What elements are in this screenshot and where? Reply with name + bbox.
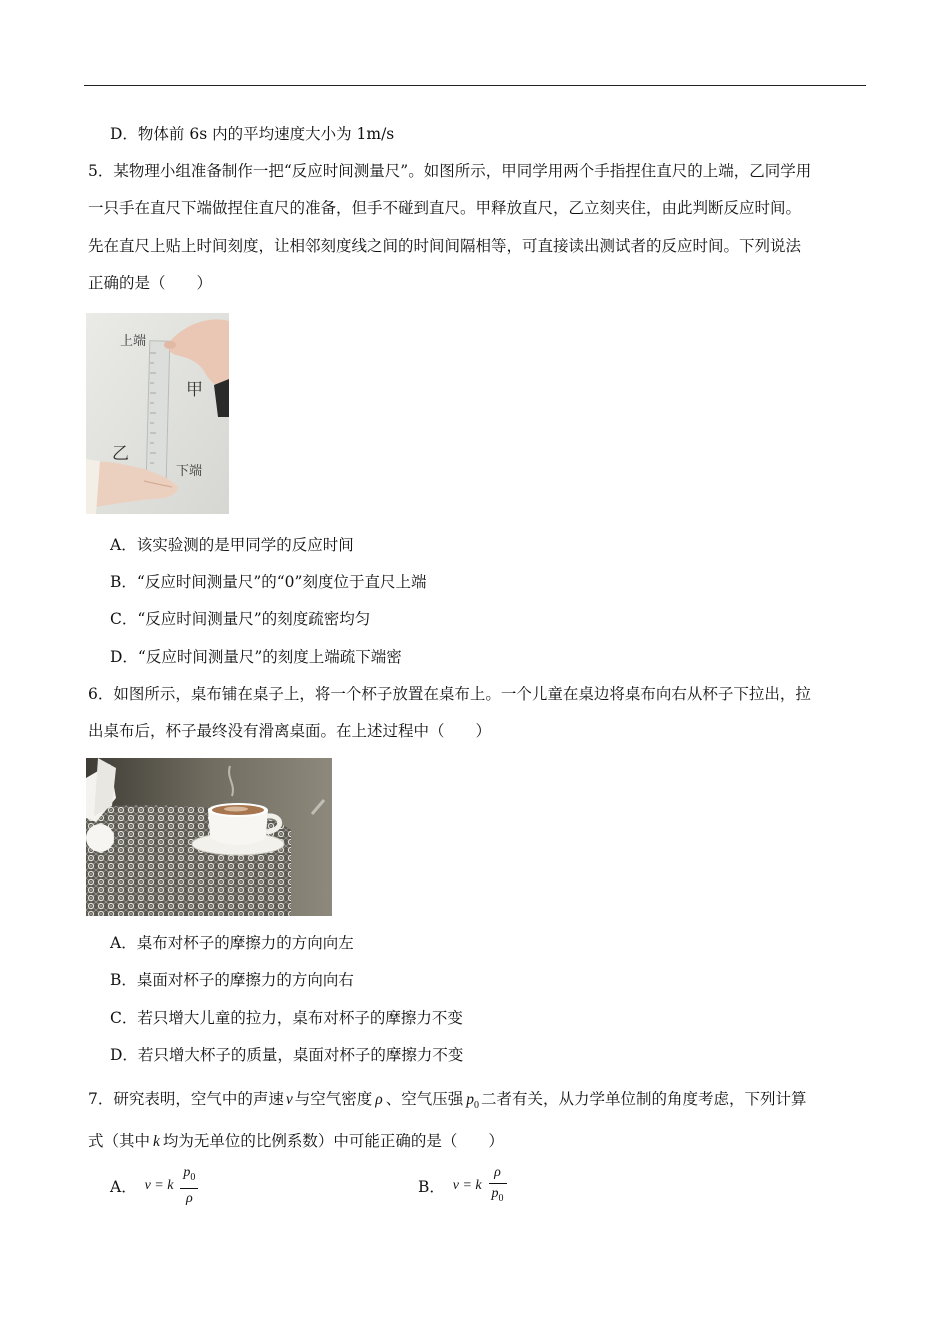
q6-stem-line-1: 6．如图所示，桌布铺在桌子上，将一个杯子放置在桌布上。一个儿童在桌边将桌布向右从杯子下拉出，拉 <box>88 685 811 703</box>
var-p-subscript: 0 <box>474 1100 479 1111</box>
q7-text-4: 二者有关，从力学单位制的角度考虑，下列计算 <box>481 1090 807 1108</box>
q7-option-b-num: ρ <box>489 1164 507 1184</box>
ruler-reaction-photo <box>86 313 229 514</box>
q6-stem-line-2: 出桌布后，杯子最终没有滑离桌面。在上述过程中（ ） <box>88 722 492 740</box>
q7-option-b-label: B． <box>418 1178 445 1196</box>
q7-option-a[interactable] <box>110 1164 198 1208</box>
label-bottom-end: 下端 <box>176 464 203 479</box>
cup-tablecloth-photo <box>86 758 332 916</box>
q5-option-b[interactable]: B．“反应时间测量尺”的“0”刻度位于直尺上端 <box>110 573 427 591</box>
var-v: v <box>285 1091 293 1108</box>
q7-stem-line-2 <box>88 1131 504 1152</box>
label-jia: 甲 <box>186 380 203 400</box>
q7-option-b-den-p: p <box>491 1186 499 1201</box>
q5-stem-line-4: 正确的是（ ） <box>88 274 213 292</box>
q6-option-b[interactable]: B．桌面对杯子的摩擦力的方向向右 <box>110 971 354 989</box>
q7-stem-line-1 <box>88 1089 807 1116</box>
var-p: p <box>466 1091 474 1108</box>
label-yi: 乙 <box>112 444 129 464</box>
var-k: k <box>153 1133 160 1150</box>
q7-text-1: 7．研究表明，空气中的声速 <box>88 1090 284 1108</box>
header-rule <box>84 85 866 86</box>
q7-option-a-lhs: v = k <box>144 1178 174 1193</box>
q7-text-5: 式（其中 <box>88 1132 151 1150</box>
q6-option-c[interactable]: C．若只增大儿童的拉力，桌布对杯子的摩擦力不变 <box>110 1009 463 1027</box>
q7-option-b-den-sub: 0 <box>498 1193 504 1204</box>
q6-option-d[interactable]: D．若只增大杯子的质量，桌面对杯子的摩擦力不变 <box>110 1046 464 1064</box>
q7-option-b-fraction <box>489 1164 507 1208</box>
q7-option-a-num-p: p <box>183 1165 191 1180</box>
q5-option-d[interactable]: D．“反应时间测量尺”的刻度上端疏下端密 <box>110 648 402 666</box>
q7-text-6: 均为无单位的比例系数）中可能正确的是（ ） <box>162 1132 504 1150</box>
q5-stem-line-1: 5．某物理小组准备制作一把“反应时间测量尺”。如图所示，甲同学用两个手指捏住直尺的上端，乙同学用 <box>88 162 812 180</box>
q7-text-2: 与空气密度 <box>294 1090 373 1108</box>
q5-stem-line-3: 先在直尺上贴上时间刻度，让相邻刻度线之间的时间间隔相等，可直接读出测试者的反应时间。下列说法 <box>88 237 802 255</box>
q7-option-b[interactable] <box>418 1164 507 1208</box>
ruler <box>146 341 170 481</box>
q5-option-a[interactable]: A．该实验测的是甲同学的反应时间 <box>110 536 354 554</box>
q6-option-a[interactable]: A．桌布对杯子的摩擦力的方向向左 <box>110 934 354 952</box>
var-rho: ρ <box>375 1091 383 1108</box>
q7-option-a-num-sub: 0 <box>190 1172 196 1183</box>
ruler-reaction-illustration <box>86 313 229 514</box>
q7-option-a-label: A． <box>110 1178 137 1196</box>
q7-text-3: 、空气压强 <box>385 1090 464 1108</box>
q7-option-a-fraction <box>180 1164 198 1208</box>
label-top-end: 上端 <box>120 334 147 349</box>
q5-option-c[interactable]: C．“反应时间测量尺”的刻度疏密均匀 <box>110 610 371 628</box>
q4-option-d[interactable]: D．物体前 6s 内的平均速度大小为 1m/s <box>110 125 395 143</box>
q5-stem-line-2: 一只手在直尺下端做捏住直尺的准备，但手不碰到直尺。甲释放直尺，乙立刻夹住，由此判断反应时间。 <box>88 199 802 217</box>
q7-option-b-lhs: v = k <box>452 1178 482 1193</box>
q7-option-a-den: ρ <box>185 1191 193 1206</box>
cup-tablecloth-illustration <box>86 758 332 916</box>
